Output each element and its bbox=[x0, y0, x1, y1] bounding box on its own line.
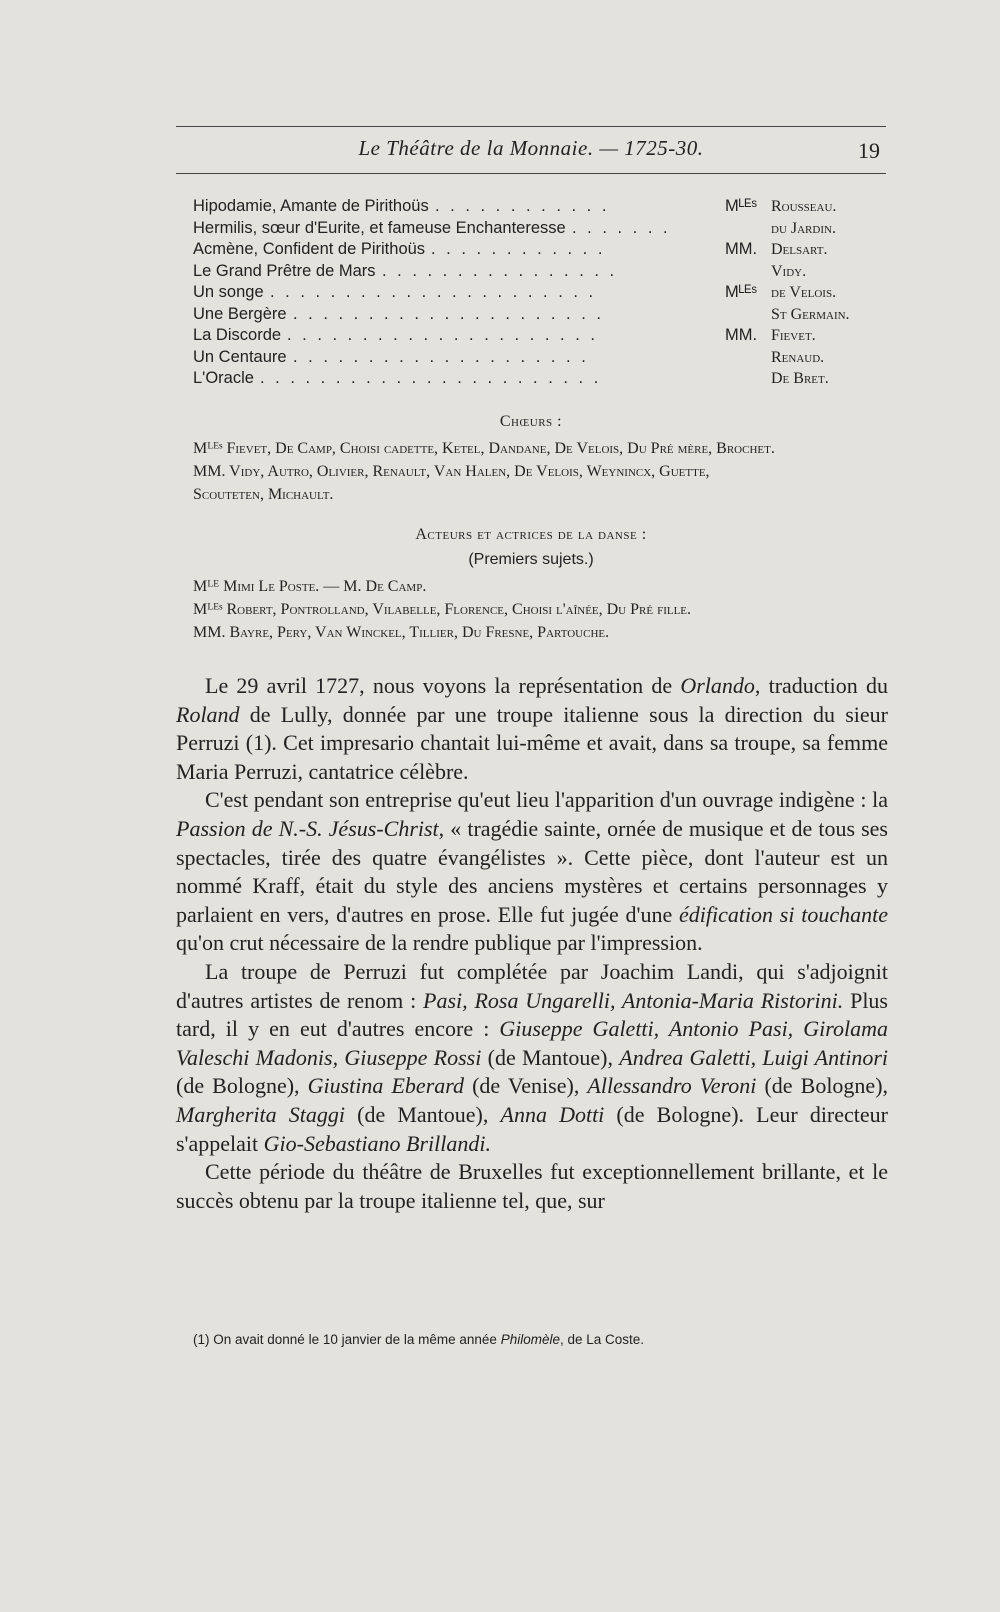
text-run: Cette période du théâtre de Bruxelles fut exceptionnellement brillante, et le succès obtenu par la troupe italienne tel, que, sur bbox=[176, 1159, 888, 1213]
italic-text: Roland bbox=[176, 701, 240, 727]
cast-actor: Rousseau. bbox=[771, 198, 837, 215]
choeurs-women: Mᴸᴱˢ Fievet, De Camp, Choisi cadette, Ketel, Dandane, De Velois, Du Pré mère, Brochet. bbox=[193, 440, 775, 457]
dot-leader: . . . . . . . . . . . . . . . . . . . . . . bbox=[270, 283, 597, 301]
text-run: (de Bologne), bbox=[176, 1073, 308, 1099]
dot-leader: . . . . . . . . . . . . . . . . . . . . . bbox=[293, 304, 604, 323]
danse-subtitle: (Premiers sujets.) bbox=[468, 551, 594, 568]
cast-title: MM. bbox=[725, 240, 758, 258]
danse-men: MM. Bayre, Pery, Van Winckel, Tillier, Du Fresne, Partouche. bbox=[193, 624, 610, 641]
choeurs-heading: Chœurs : bbox=[499, 413, 563, 430]
cast-title: Mᴸᴱˢ bbox=[725, 197, 757, 215]
cast-role: Un songe bbox=[193, 283, 264, 301]
text-run: de Lully, donnée par une troupe italienne sous la direction du sieur Perruzi (1). Cet impresario chantait lui-même et avait, dans sa troupe, sa femme Maria Perruzi, cantatrice célèbre. bbox=[176, 701, 888, 784]
cast-row bbox=[193, 325, 843, 347]
dot-leader: . . . . . . . bbox=[572, 218, 671, 237]
cast-actor: de Velois. bbox=[771, 284, 837, 301]
text-run: , « tragédie sainte, ornée de musique et de tous ses spectacles, tirée des quatre évangélistes ». Cette pièce, dont l'auteur est un nommé Kraff, était du style des anciens mystères et certains personnages y parlaient en vers, d'autres en prose. Elle fut jugée d'une bbox=[176, 815, 888, 927]
italic-text: Giustina Eberard bbox=[307, 1073, 464, 1099]
cast-row bbox=[193, 347, 843, 369]
cast-actor: Renaud. bbox=[771, 348, 825, 366]
text-run: (de Bologne), bbox=[756, 1073, 889, 1099]
dot-leader: . . . . . . . . . . . . bbox=[435, 197, 610, 215]
italic-text: Passion de N.-S. Jésus-Christ bbox=[176, 815, 439, 841]
footnote bbox=[193, 1332, 893, 1347]
text-run: qu'on crut nécessaire de la rendre publique par l'impression. bbox=[176, 930, 703, 956]
footnote-text-end: , de La Coste. bbox=[559, 1332, 645, 1347]
cast-actor: St Germain. bbox=[771, 305, 850, 323]
cast-actor: Delsart. bbox=[771, 241, 828, 258]
text-run: (de Mantoue), bbox=[344, 1101, 501, 1127]
body-text bbox=[176, 672, 888, 1215]
cast-row bbox=[193, 304, 850, 326]
running-title: Le Théâtre de la Monnaie. — 1725-30. bbox=[358, 136, 704, 160]
cast-list bbox=[193, 196, 850, 390]
paragraph bbox=[176, 786, 888, 958]
page-number: 19 bbox=[858, 138, 880, 163]
running-header bbox=[176, 126, 886, 174]
cast-role: Hipodamie, Amante de Pirithoüs bbox=[193, 197, 429, 215]
italic-text: édification si touchante bbox=[678, 901, 888, 927]
text-run: (de Bologne). Leur directeur s'appelait bbox=[176, 1101, 888, 1156]
cast-row bbox=[193, 282, 843, 304]
dot-leader: . . . . . . . . . . . . . . . . . . . . bbox=[293, 347, 589, 366]
text-run: (de Venise), bbox=[464, 1073, 588, 1099]
cast-row bbox=[193, 196, 843, 218]
footnote-title: Philomèle bbox=[500, 1332, 560, 1347]
text-run: Le 29 avril 1727, nous voyons la représentation de bbox=[205, 673, 681, 698]
cast-role: Le Grand Prêtre de Mars bbox=[193, 261, 376, 280]
cast-row bbox=[193, 239, 843, 261]
italic-text: Anna Dotti bbox=[500, 1101, 605, 1127]
text-run: Plus tard, il y en eut d'autres encore : bbox=[176, 987, 888, 1042]
paragraph bbox=[176, 1158, 888, 1215]
paragraph bbox=[176, 958, 888, 1158]
cast-actor: du Jardin. bbox=[771, 219, 836, 237]
italic-text: Giuseppe Galetti, Antonio Pasi, Girolama Valeschi Madonis, Giuseppe Rossi bbox=[176, 1016, 888, 1070]
italic-text: Allessandro Veroni bbox=[587, 1073, 757, 1099]
italic-text: Andrea Galetti, Luigi Antinori bbox=[619, 1044, 888, 1070]
dot-leader: . . . . . . . . . . . . . . . . . . . . . . . bbox=[260, 369, 602, 387]
text-run: (de Mantoue), bbox=[481, 1044, 620, 1070]
choeurs-men-continued: Scouteten, Michault. bbox=[193, 486, 334, 503]
danse-women: Mᴸᴱˢ Robert, Pontrolland, Vilabelle, Florence, Choisi l'aînée, Du Pré fille. bbox=[193, 601, 692, 618]
cast-role: L'Oracle bbox=[193, 369, 254, 387]
italic-text: Orlando bbox=[680, 673, 755, 698]
cast-row bbox=[193, 218, 843, 240]
italic-text: Pasi, Rosa Ungarelli, Antonia-Maria Ristorini. bbox=[423, 987, 844, 1013]
cast-actor: Vidy. bbox=[771, 262, 807, 280]
cast-role: Une Bergère bbox=[193, 304, 287, 323]
cast-actor: De Bret. bbox=[771, 370, 829, 387]
choeurs-men: MM. Vidy, Autro, Olivier, Renault, Van Halen, De Velois, Weynincx, Guette, bbox=[193, 463, 710, 480]
cast-row bbox=[193, 261, 843, 283]
danse-principals: Mᴸᴱ Mimi Le Poste. — M. De Camp. bbox=[193, 578, 427, 595]
cast-role: Hermilis, sœur d'Eurite, et fameuse Enchanteresse bbox=[193, 218, 566, 237]
dot-leader: . . . . . . . . . . . . bbox=[431, 240, 606, 258]
paragraph bbox=[176, 672, 888, 786]
text-run: , traduction du bbox=[754, 673, 888, 698]
cast-role: Acmène, Confident de Pirithoüs bbox=[193, 240, 426, 258]
dot-leader: . . . . . . . . . . . . . . . . bbox=[382, 261, 618, 280]
text-run: C'est pendant son entreprise qu'eut lieu l'apparition d'un ouvrage indigène : la bbox=[205, 787, 888, 813]
cast-title: MM. bbox=[725, 326, 758, 344]
cast-title: Mᴸᴱˢ bbox=[725, 283, 757, 301]
text-run: La troupe de Perruzi fut complétée par Joachim Landi, qui s'adjoignit d'autres artistes de renom : bbox=[176, 958, 888, 1013]
dot-leader: . . . . . . . . . . . . . . . . . . . . . bbox=[287, 326, 598, 344]
italic-text: Margherita Staggi bbox=[176, 1101, 345, 1127]
cast-role: La Discorde bbox=[193, 326, 282, 344]
danse-heading: Acteurs et actrices de la danse : bbox=[415, 526, 647, 543]
cast-role: Un Centaure bbox=[193, 347, 287, 366]
footnote-text: (1) On avait donné le 10 janvier de la même année bbox=[193, 1332, 501, 1347]
italic-text: Gio-Sebastiano Brillandi. bbox=[263, 1130, 491, 1156]
cast-row bbox=[193, 368, 843, 390]
cast-actor: Fievet. bbox=[771, 327, 816, 344]
